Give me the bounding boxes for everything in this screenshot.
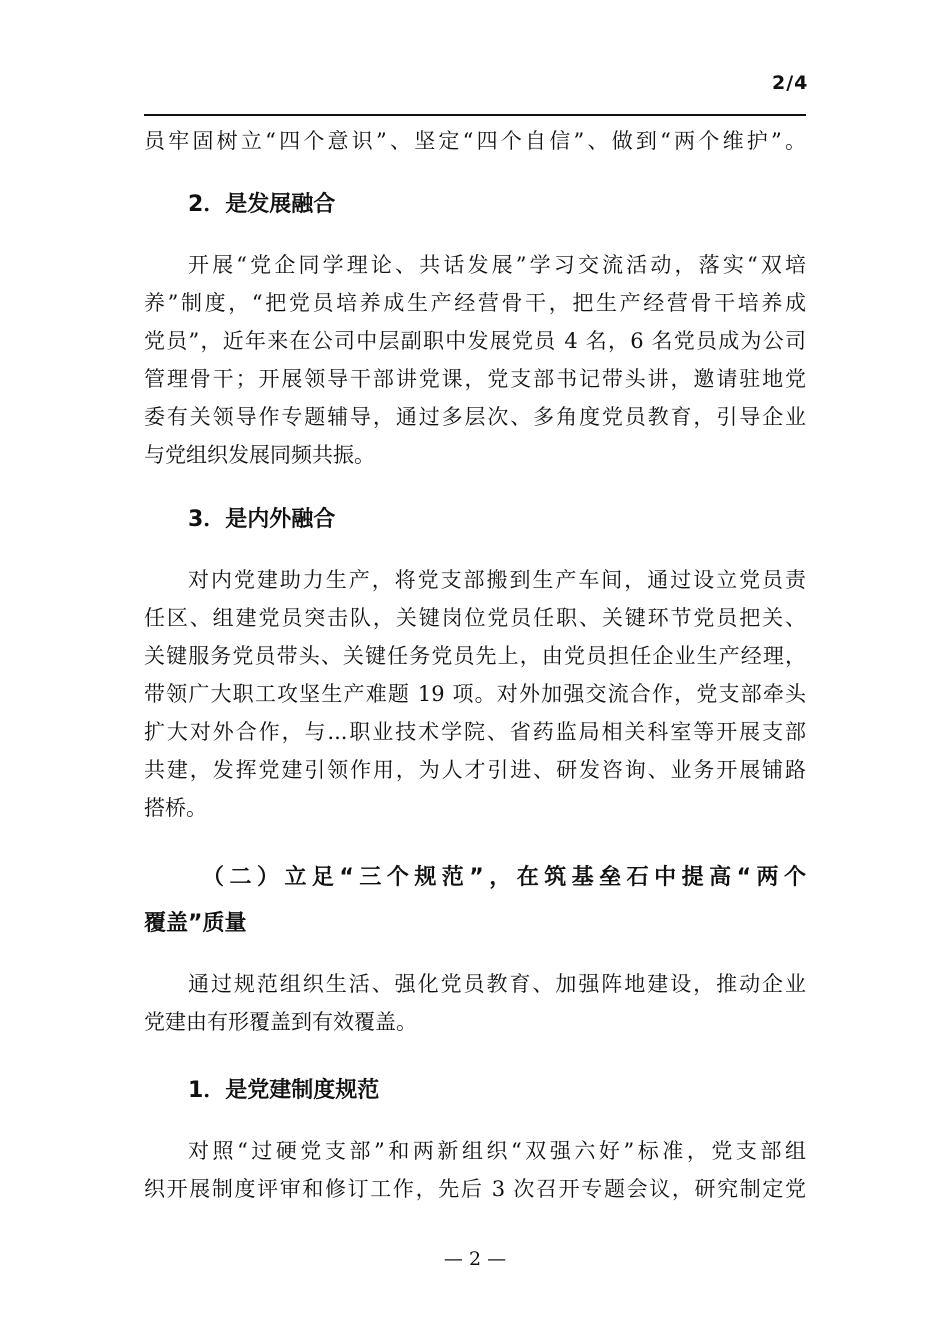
paragraph-line: 对内党建助力生产，将党支部搬到生产车间，通过设立党员责 — [188, 568, 806, 592]
paragraph-line: 对照“过硬党支部”和两新组织“双强六好”标准，党支部组 — [188, 1139, 806, 1163]
paragraph — [144, 965, 806, 1041]
paragraph-line: 与党组织发展同频共振。 — [144, 443, 375, 467]
paragraph — [144, 1132, 806, 1208]
paragraph-line: 管理骨干；开展领导干部讲党课，党支部书记带头讲，邀请驻地党 — [144, 367, 806, 391]
paragraph-line: 织开展制度评审和修订工作，先后 3 次召开专题会议，研究制定党 — [144, 1177, 806, 1201]
section-heading: 2．是发展融合 — [188, 192, 336, 217]
paragraph — [144, 561, 806, 827]
paragraph — [144, 246, 806, 474]
paragraph-line: 党员”，近年来在公司中层副职中发展党员 4 名，6 名党员成为公司 — [144, 329, 806, 353]
paragraph-line: 关键服务党员带头、关键任务党员先上，由党员担任企业生产经理， — [144, 644, 806, 668]
paragraph-line: 养”制度，“把党员培养成生产经营骨干，把生产经营骨干培养成 — [144, 291, 806, 315]
chapter-heading — [144, 855, 806, 947]
chapter-heading-line: （二）立足“三个规范”，在筑基垒石中提高“两个 — [202, 865, 806, 890]
paragraph-line: 带领广大职工攻坚生产难题 19 项。对外加强交流合作，党支部牵头 — [144, 682, 806, 706]
section-heading: 1．是党建制度规范 — [188, 1078, 380, 1103]
paragraph-line: 搭桥。 — [144, 796, 207, 820]
paragraph-line: 委有关领导作专题辅导，通过多层次、多角度党员教育，引导企业 — [144, 405, 806, 429]
page-indicator: 2/4 — [772, 72, 809, 94]
paragraph-line: 共建，发挥党建引领作用，为人才引进、研发咨询、业务开展铺路 — [144, 758, 806, 782]
paragraph-line: 通过规范组织生活、强化党员教育、加强阵地建设，推动企业 — [188, 972, 806, 996]
page-number: — 2 — — [443, 1248, 507, 1270]
chapter-heading-line: 覆盖”质量 — [144, 911, 247, 936]
document-body — [144, 118, 806, 1208]
paragraph-line: 员牢固树立“四个意识”、坚定“四个自信”、做到“两个维护”。 — [144, 129, 806, 153]
paragraph-line: 任区、组建党员突击队，关键岗位党员任职、关键环节党员把关、 — [144, 606, 806, 630]
paragraph-line: 扩大对外合作，与...职业技术学院、省药监局相关科室等开展支部 — [144, 720, 806, 744]
paragraph-line: 党建由有形覆盖到有效覆盖。 — [144, 1010, 417, 1034]
paragraph-line: 开展“党企同学理论、共话发展”学习交流活动，落实“双培 — [188, 253, 806, 277]
header-rule — [144, 114, 806, 116]
section-heading: 3．是内外融合 — [188, 507, 336, 532]
